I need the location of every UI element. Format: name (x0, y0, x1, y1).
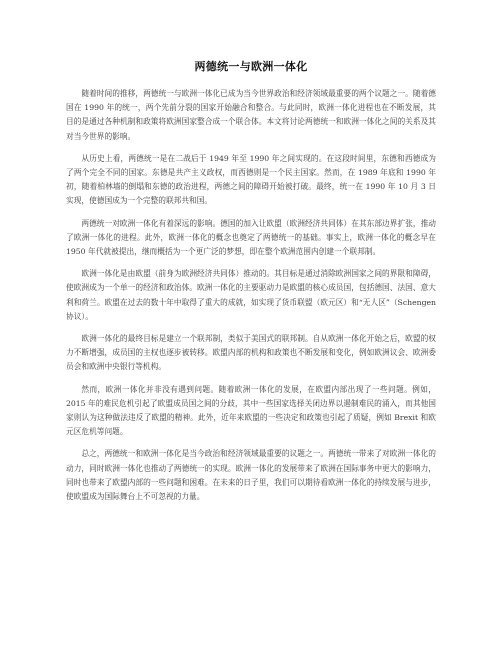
paragraph-3: 两德统一对欧洲一体化有着深远的影响。德国的加入让欧盟（欧洲经济共同体）在其东部边界扩张，推动了欧洲一体化的进程。此外，欧洲一体化的概念也奠定了两德统一的基础。事实上，欧洲一体化的概念早在 1950 年代就被提出，继而概括为一个更广泛的梦想，即在整个欧洲范围内创建一个联邦制。 (66, 218, 436, 257)
paragraph-1: 随着时间的推移，两德统一与欧洲一体化已成为当今世界政治和经济领域最重要的两个议题之一。随着德国在 1990 年的统一，两个先前分裂的国家开始融合和整合。与此同时，欧洲一体化进程也在不断发展，其目的是通过各种机制和政策将欧洲国家整合成一个联合体。本文将讨论两德统一和欧洲一体化之间的关系及其对当今世界的影响。 (66, 89, 436, 141)
paragraph-6: 然而，欧洲一体化并非没有遇到问题。随着欧洲一体化的发展，在欧盟内部出现了一些问题。例如，2015 年的难民危机引起了欧盟成员国之间的分歧，其中一些国家选择关闭边界以遏制难民的涌入，而其他国家则认为这种做法违反了欧盟的精神。此外，近年来欧盟的一些决定和政策也引起了质疑，例如 Brexit 和欧元区危机等问题。 (66, 384, 436, 437)
paragraph-5: 欧洲一体化的最终目标是建立一个联邦制，类似于美国式的联邦制。自从欧洲一体化开始之后，欧盟的权力不断增强，成员国的主权也逐步被转移。欧盟内部的机构和政策也不断发展和变化，例如欧洲议会、欧洲委员会和欧洲中央银行等机构。 (66, 334, 436, 372)
paragraph-2: 从历史上看，两德统一是在二战后于 1949 年至 1990 年之间实现的。在这段时间里，东德和西德成为了两个完全不同的国家。东德是共产主义政权，而西德则是一个民主国家。然而，在 1989 年底和 1990 年初，随着柏林墙的倒塌和东德的政治进程，两德之间的障碍开始被打破。最终，统一在 1990 年 10 月 3 日实现，使德国成为一个完整的联邦共和国。 (66, 153, 436, 206)
document-title: 两德统一与欧洲一体化 (194, 60, 308, 73)
paragraph-4: 欧洲一体化是由欧盟（前身为欧洲经济共同体）推动的。其目标是通过消除欧洲国家之间的界限和障碍，使欧洲成为一个单一的经济和政治体。欧洲一体化的主要驱动力是欧盟的核心成员国，包括德国、法国、意大利和荷兰。欧盟在过去的数十年中取得了重大的成就，如实现了货币联盟（欧元区）和“无人区”（Schengen 协议）。 (66, 269, 436, 321)
paragraph-7: 总之，两德统一和欧洲一体化是当今政治和经济领域最重要的议题之一。两德统一带来了对欧洲一体化的动力，同时欧洲一体化也推动了两德统一的实现。欧洲一体化的发展带来了欧洲在国际事务中更大的影响力，同时也带来了欧盟内部的一些问题和困难。在未来的日子里，我们可以期待看欧洲一体化的持续发展与进步，使欧盟成为国际舞台上不可忽视的力量。 (66, 449, 436, 502)
